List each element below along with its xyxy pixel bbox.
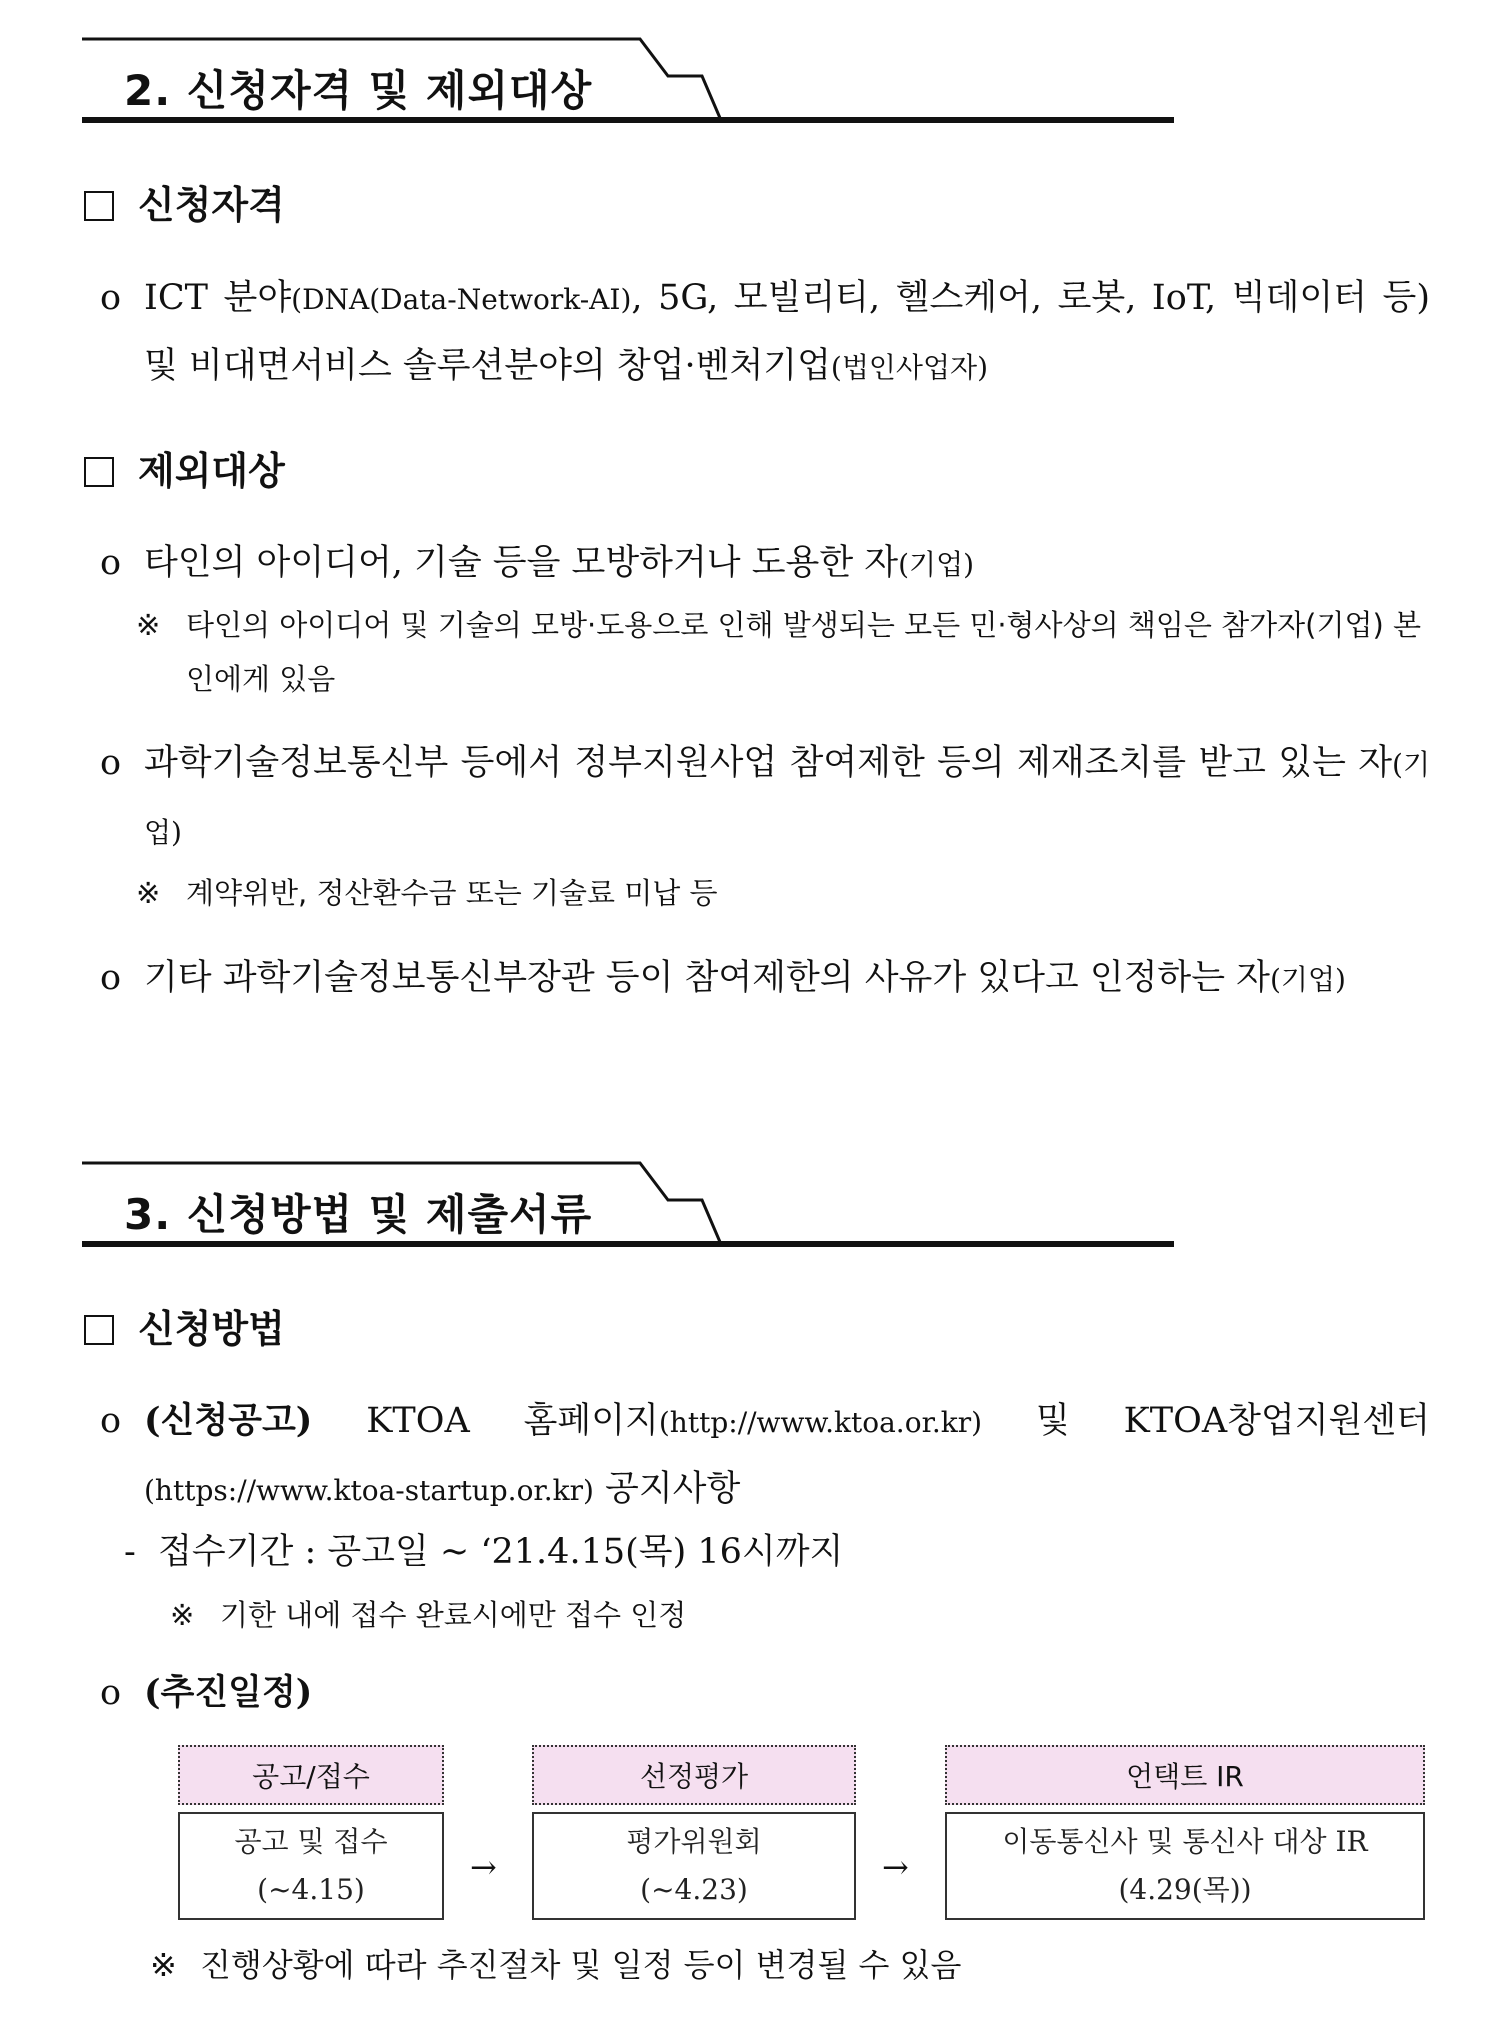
note-exclusion-liability: ※ 타인의 아이디어 및 기술의 모방·도용으로 인해 발생되는 모든 민·형사상의 책임은 참가자(기업) 본인에게 있음 xyxy=(136,598,1430,706)
checkbox-square-icon xyxy=(84,1315,114,1345)
reference-mark: ※ xyxy=(136,608,161,642)
reference-mark: ※ xyxy=(170,1598,195,1632)
bullet-text: ICT 분야(DNA(Data-Network-AI), 5G, 모빌리티, 헬스케어, 로봇, IoT, 빅데이터 등) 및 비대면서비스 솔루션분야의 창업·벤처기업(법인사업자) xyxy=(144,278,1430,386)
period-line: - 접수기간 : 공고일 ~ ‘21.4.15(목) 16시까지 xyxy=(124,1532,844,1572)
bullet-text: 기타 과학기술정보통신부장관 등이 참여제한의 사유가 있다고 인정하는 자(기업) xyxy=(144,958,1346,998)
reference-mark: ※ xyxy=(150,1946,177,1984)
bullet-marker: o xyxy=(100,278,122,318)
schedule-label: (추진일정) xyxy=(144,1672,313,1713)
schedule-header-announcement: 공고/접수 xyxy=(178,1745,444,1805)
bullet-method-notice xyxy=(100,1388,1430,1524)
schedule-header-evaluation: 선정평가 xyxy=(532,1745,856,1805)
section-title: 3. 신청방법 및 제출서류 xyxy=(124,1190,593,1239)
note-schedule-change: ※ 진행상황에 따라 추진절차 및 일정 등이 변경될 수 있음 xyxy=(150,1938,1400,1992)
bullet-exclusion-sanction xyxy=(100,730,1430,866)
bullet-marker: o xyxy=(100,1401,122,1441)
schedule-header-ir: 언택트 IR xyxy=(945,1745,1425,1805)
link-ktoa-startup[interactable]: (https://www.ktoa-startup.or.kr) xyxy=(144,1474,594,1507)
reference-mark: ※ xyxy=(136,876,161,910)
bullet-marker: o xyxy=(100,958,122,998)
arrow-icon: → xyxy=(882,1848,909,1886)
subheading-method: 신청방법 xyxy=(84,1298,285,1353)
arrow-icon: → xyxy=(470,1848,497,1886)
subheading-qualification: 신청자격 xyxy=(84,174,285,229)
link-ktoa-homepage[interactable]: (http://www.ktoa.or.kr) xyxy=(658,1406,983,1439)
checkbox-square-icon xyxy=(84,457,114,487)
bullet-marker: o xyxy=(100,743,122,783)
bullet-marker: o xyxy=(100,543,122,583)
bullet-text: (신청공고) KTOA 홈페이지(http://www.ktoa.or.kr) 및 KTOA창업지원센터 (https://www.ktoa-startup.or.kr) 공지사항 xyxy=(144,1400,1430,1509)
bullet-text: 과학기술정보통신부 등에서 정부지원사업 참여제한 등의 제재조치를 받고 있는 자(기업) xyxy=(144,743,1430,849)
schedule-box-announcement: 공고 및 접수 (~4.15) xyxy=(178,1812,444,1920)
bullet-text: 타인의 아이디어, 기술 등을 모방하거나 도용한 자(기업) xyxy=(144,543,975,583)
schedule-box-evaluation: 평가위원회 (~4.23) xyxy=(532,1812,856,1920)
dash-marker: - xyxy=(124,1532,136,1572)
bullet-exclusion-imitation xyxy=(100,530,1430,598)
bullet-exclusion-other xyxy=(100,945,1430,1013)
section-title: 2. 신청자격 및 제외대상 xyxy=(124,66,593,115)
section-3-header xyxy=(82,1160,1174,1260)
section-2-header xyxy=(82,36,1174,136)
note-period: ※ 기한 내에 접수 완료시에만 접수 인정 xyxy=(170,1588,1370,1642)
bullet-schedule xyxy=(100,1660,1430,1726)
bullet-qualification-ict xyxy=(100,265,1430,401)
note-exclusion-examples: ※ 계약위반, 정산환수금 또는 기술료 미납 등 xyxy=(136,866,1430,920)
subheading-exclusion: 제외대상 xyxy=(84,440,285,495)
schedule-box-ir: 이동통신사 및 통신사 대상 IR (4.29(목)) xyxy=(945,1812,1425,1920)
bullet-marker: o xyxy=(100,1673,122,1713)
checkbox-square-icon xyxy=(84,191,114,221)
